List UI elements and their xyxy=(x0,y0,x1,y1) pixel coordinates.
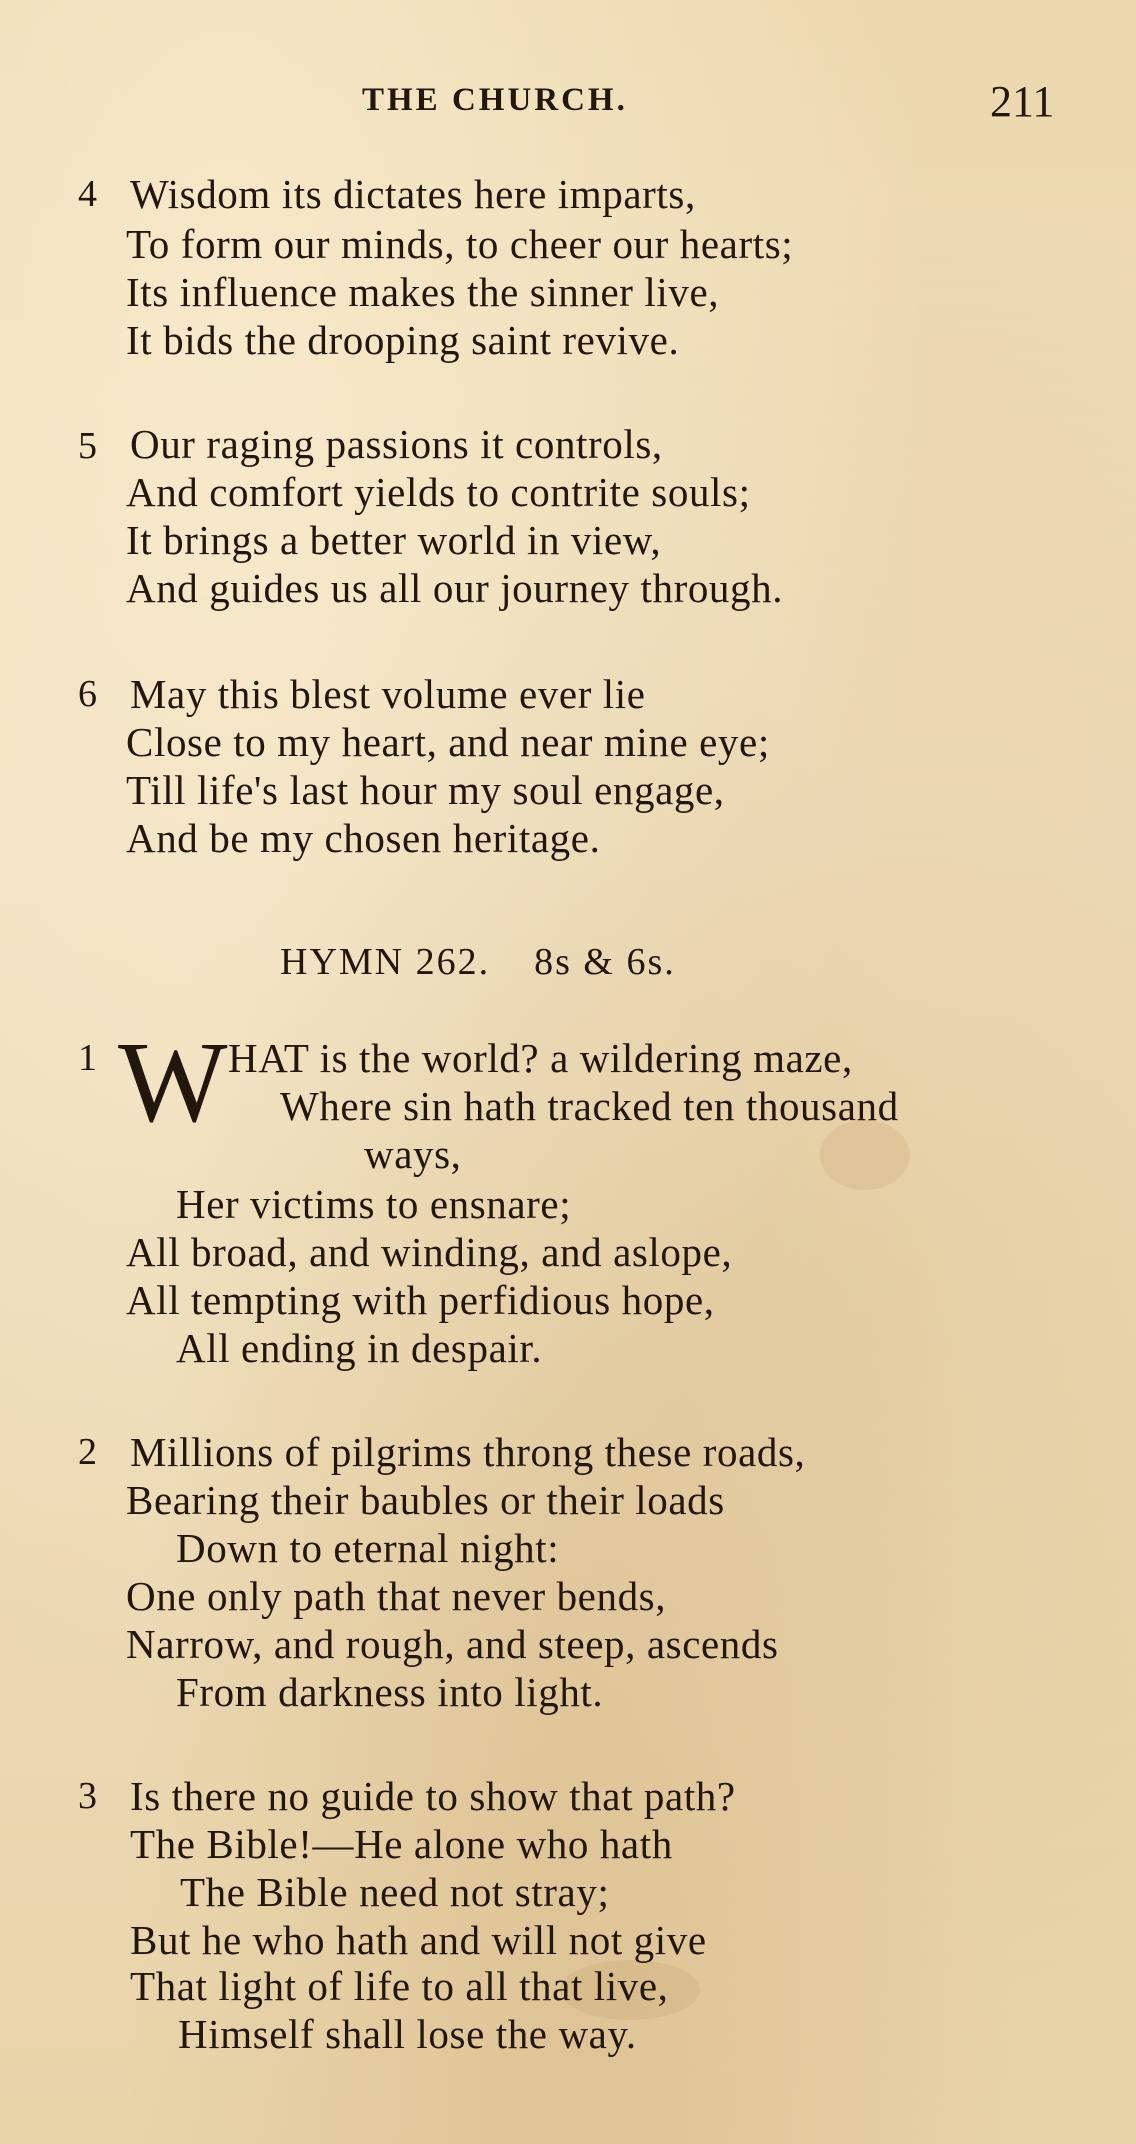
verse-line: It brings a better world in view, xyxy=(126,517,662,563)
verse-line: And comfort yields to contrite souls; xyxy=(126,469,751,515)
verse-line: From darkness into light. xyxy=(176,1669,604,1715)
verse-line: All tempting with perfidious hope, xyxy=(126,1277,715,1323)
drop-cap: W xyxy=(118,1019,228,1147)
stanza-number: 4 xyxy=(78,173,97,215)
stanza-number: 6 xyxy=(78,673,97,715)
stanza-number: 2 xyxy=(78,1431,97,1473)
verse-line: Her victims to ensnare; xyxy=(176,1181,572,1227)
stanza-number: 1 xyxy=(78,1037,97,1079)
verse-line: It bids the drooping saint revive. xyxy=(126,317,680,363)
verse-line: And be my chosen heritage. xyxy=(126,815,601,861)
verse-line: Down to eternal night: xyxy=(176,1525,560,1571)
verse-line: All ending in despair. xyxy=(176,1325,543,1371)
stanza-number: 5 xyxy=(78,425,97,467)
verse-line: Wisdom its dictates here imparts, xyxy=(130,171,696,217)
verse-line: But he who hath and will not give xyxy=(130,1917,707,1963)
verse-line: One only path that never bends, xyxy=(126,1573,667,1619)
verse-line: HAT is the world? a wildering maze, xyxy=(228,1035,853,1081)
verse-line: Bearing their baubles or their loads xyxy=(126,1477,725,1523)
paper-stain xyxy=(820,1120,910,1190)
page-number: 211 xyxy=(990,77,1055,126)
verse-line: Its influence makes the sinner live, xyxy=(126,269,720,315)
stanza-number: 3 xyxy=(78,1775,97,1817)
verse-line: Where sin hath tracked ten thousand xyxy=(280,1083,899,1129)
verse-line: Himself shall lose the way. xyxy=(178,2011,637,2057)
verse-line: Our raging passions it controls, xyxy=(130,421,663,467)
verse-line: That light of life to all that live, xyxy=(130,1963,669,2009)
verse-line: Till life's last hour my soul engage, xyxy=(126,767,725,813)
verse-line: Close to my heart, and near mine eye; xyxy=(126,719,770,765)
verse-line: And guides us all our journey through. xyxy=(126,565,784,611)
verse-line: To form our minds, to cheer our hearts; xyxy=(126,221,794,267)
running-title: THE CHURCH. xyxy=(362,82,628,118)
hymn-meter: 8s & 6s. xyxy=(534,941,676,983)
verse-line: ways, xyxy=(364,1131,462,1177)
verse-line: The Bible!—He alone who hath xyxy=(130,1821,673,1867)
verse-line: Is there no guide to show that path? xyxy=(130,1773,736,1819)
verse-line: Narrow, and rough, and steep, ascends xyxy=(126,1621,779,1667)
verse-line: Millions of pilgrims throng these roads, xyxy=(130,1429,806,1475)
hymn-title: HYMN 262. xyxy=(280,941,491,983)
hymn-heading xyxy=(280,940,720,984)
verse-line: All broad, and winding, and aslope, xyxy=(126,1229,733,1275)
verse-line: The Bible need not stray; xyxy=(180,1869,610,1915)
verse-line: May this blest volume ever lie xyxy=(130,671,646,717)
